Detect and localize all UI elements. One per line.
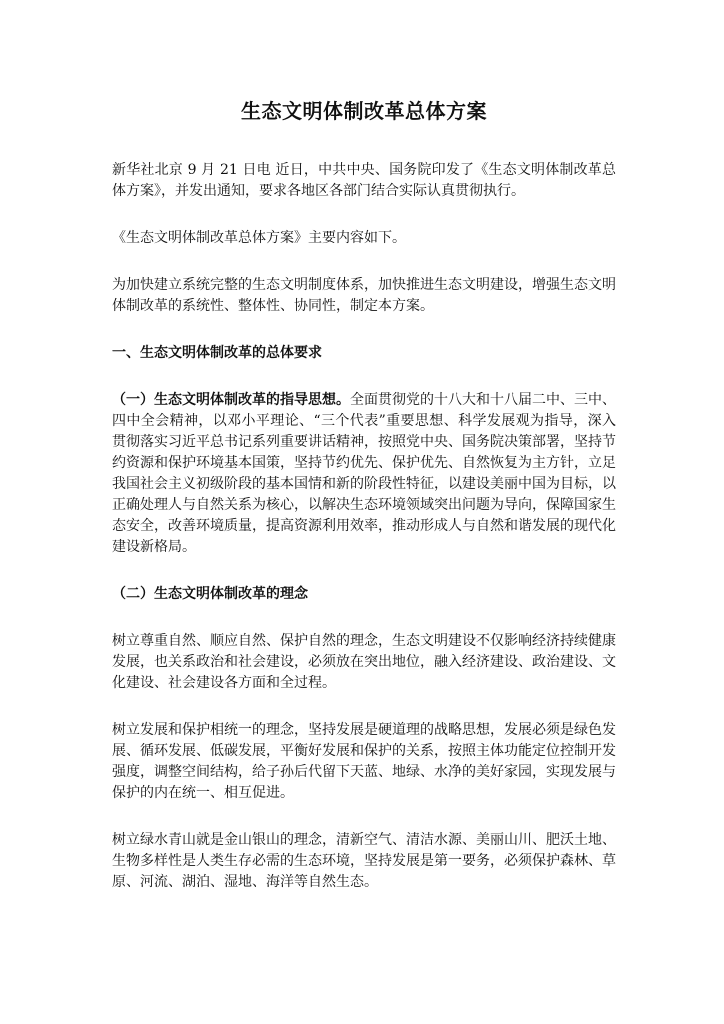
guiding-ideology-text: 全面贯彻党的十八大和十八届二中、三中、四中全会精神，以邓小平理论、“三个代表”重要思想、科学发展观为指导，深入贯彻落实习近平总书记系列重要讲话精神，按照党中央、国务院决策部署，坚持节约资源和保护环境基本国策，坚持节约优先、保护优先、自然恢复为主方针，立足我国社会主义初级阶段的基本国情和新的阶段性特征，以建设美丽中国为目标，以正确处理人与自然关系为核心，以解决生态环境领域突出问题为导向，保障国家生态安全，改善环境质量，提高资源利用效率，推动形成人与自然和谐发展的现代化建设新格局。 xyxy=(112,392,616,555)
paragraph-content-intro: 《生态文明体制改革总体方案》主要内容如下。 xyxy=(112,230,406,246)
subsection-lead-guiding-ideology: （一）生态文明体制改革的指导思想。 xyxy=(112,392,350,408)
paragraph-guiding-ideology xyxy=(112,390,616,558)
paragraph-purpose: 为加快建立系统完整的生态文明制度体系，加快推进生态文明建设，增强生态文明体制改革的系统性、整体性、协同性，制定本方案。 xyxy=(112,277,616,314)
paragraph-news-lead: 新华社北京 9 月 21 日电 近日，中共中央、国务院印发了《生态文明体制改革总体方案》，并发出通知，要求各地区各部门结合实际认真贯彻执行。 xyxy=(112,162,616,199)
document-body xyxy=(112,96,616,919)
paragraph-concept-respect-nature: 树立尊重自然、顺应自然、保护自然的理念，生态文明建设不仅影响经济持续健康发展，也关系政治和社会建设，必须放在突出地位，融入经济建设、政治建设、文化建设、社会建设各方面和全过程。 xyxy=(112,633,616,691)
paragraph-concept-development-protection: 树立发展和保护相统一的理念，坚持发展是硬道理的战略思想，发展必须是绿色发展、循环发展、低碳发展，平衡好发展和保护的关系，按照主体功能定位控制开发强度，调整空间结构，给子孙后代留下天蓝、地绿、水净的美好家园，实现发展与保护的内在统一、相互促进。 xyxy=(112,722,616,801)
subsection-heading-reform-concepts: （二）生态文明体制改革的理念 xyxy=(112,586,308,602)
section-heading-general-requirements: 一、生态文明体制改革的总体要求 xyxy=(112,345,322,361)
document-title: 生态文明体制改革总体方案 xyxy=(241,99,487,123)
paragraph-concept-green-mountains: 树立绿水青山就是金山银山的理念，清新空气、清洁水源、美丽山川、肥沃土地、生物多样性是人类生存必需的生态环境，坚持发展是第一要务，必须保护森林、草原、河流、湖泊、湿地、海洋等自然生态。 xyxy=(112,832,616,890)
